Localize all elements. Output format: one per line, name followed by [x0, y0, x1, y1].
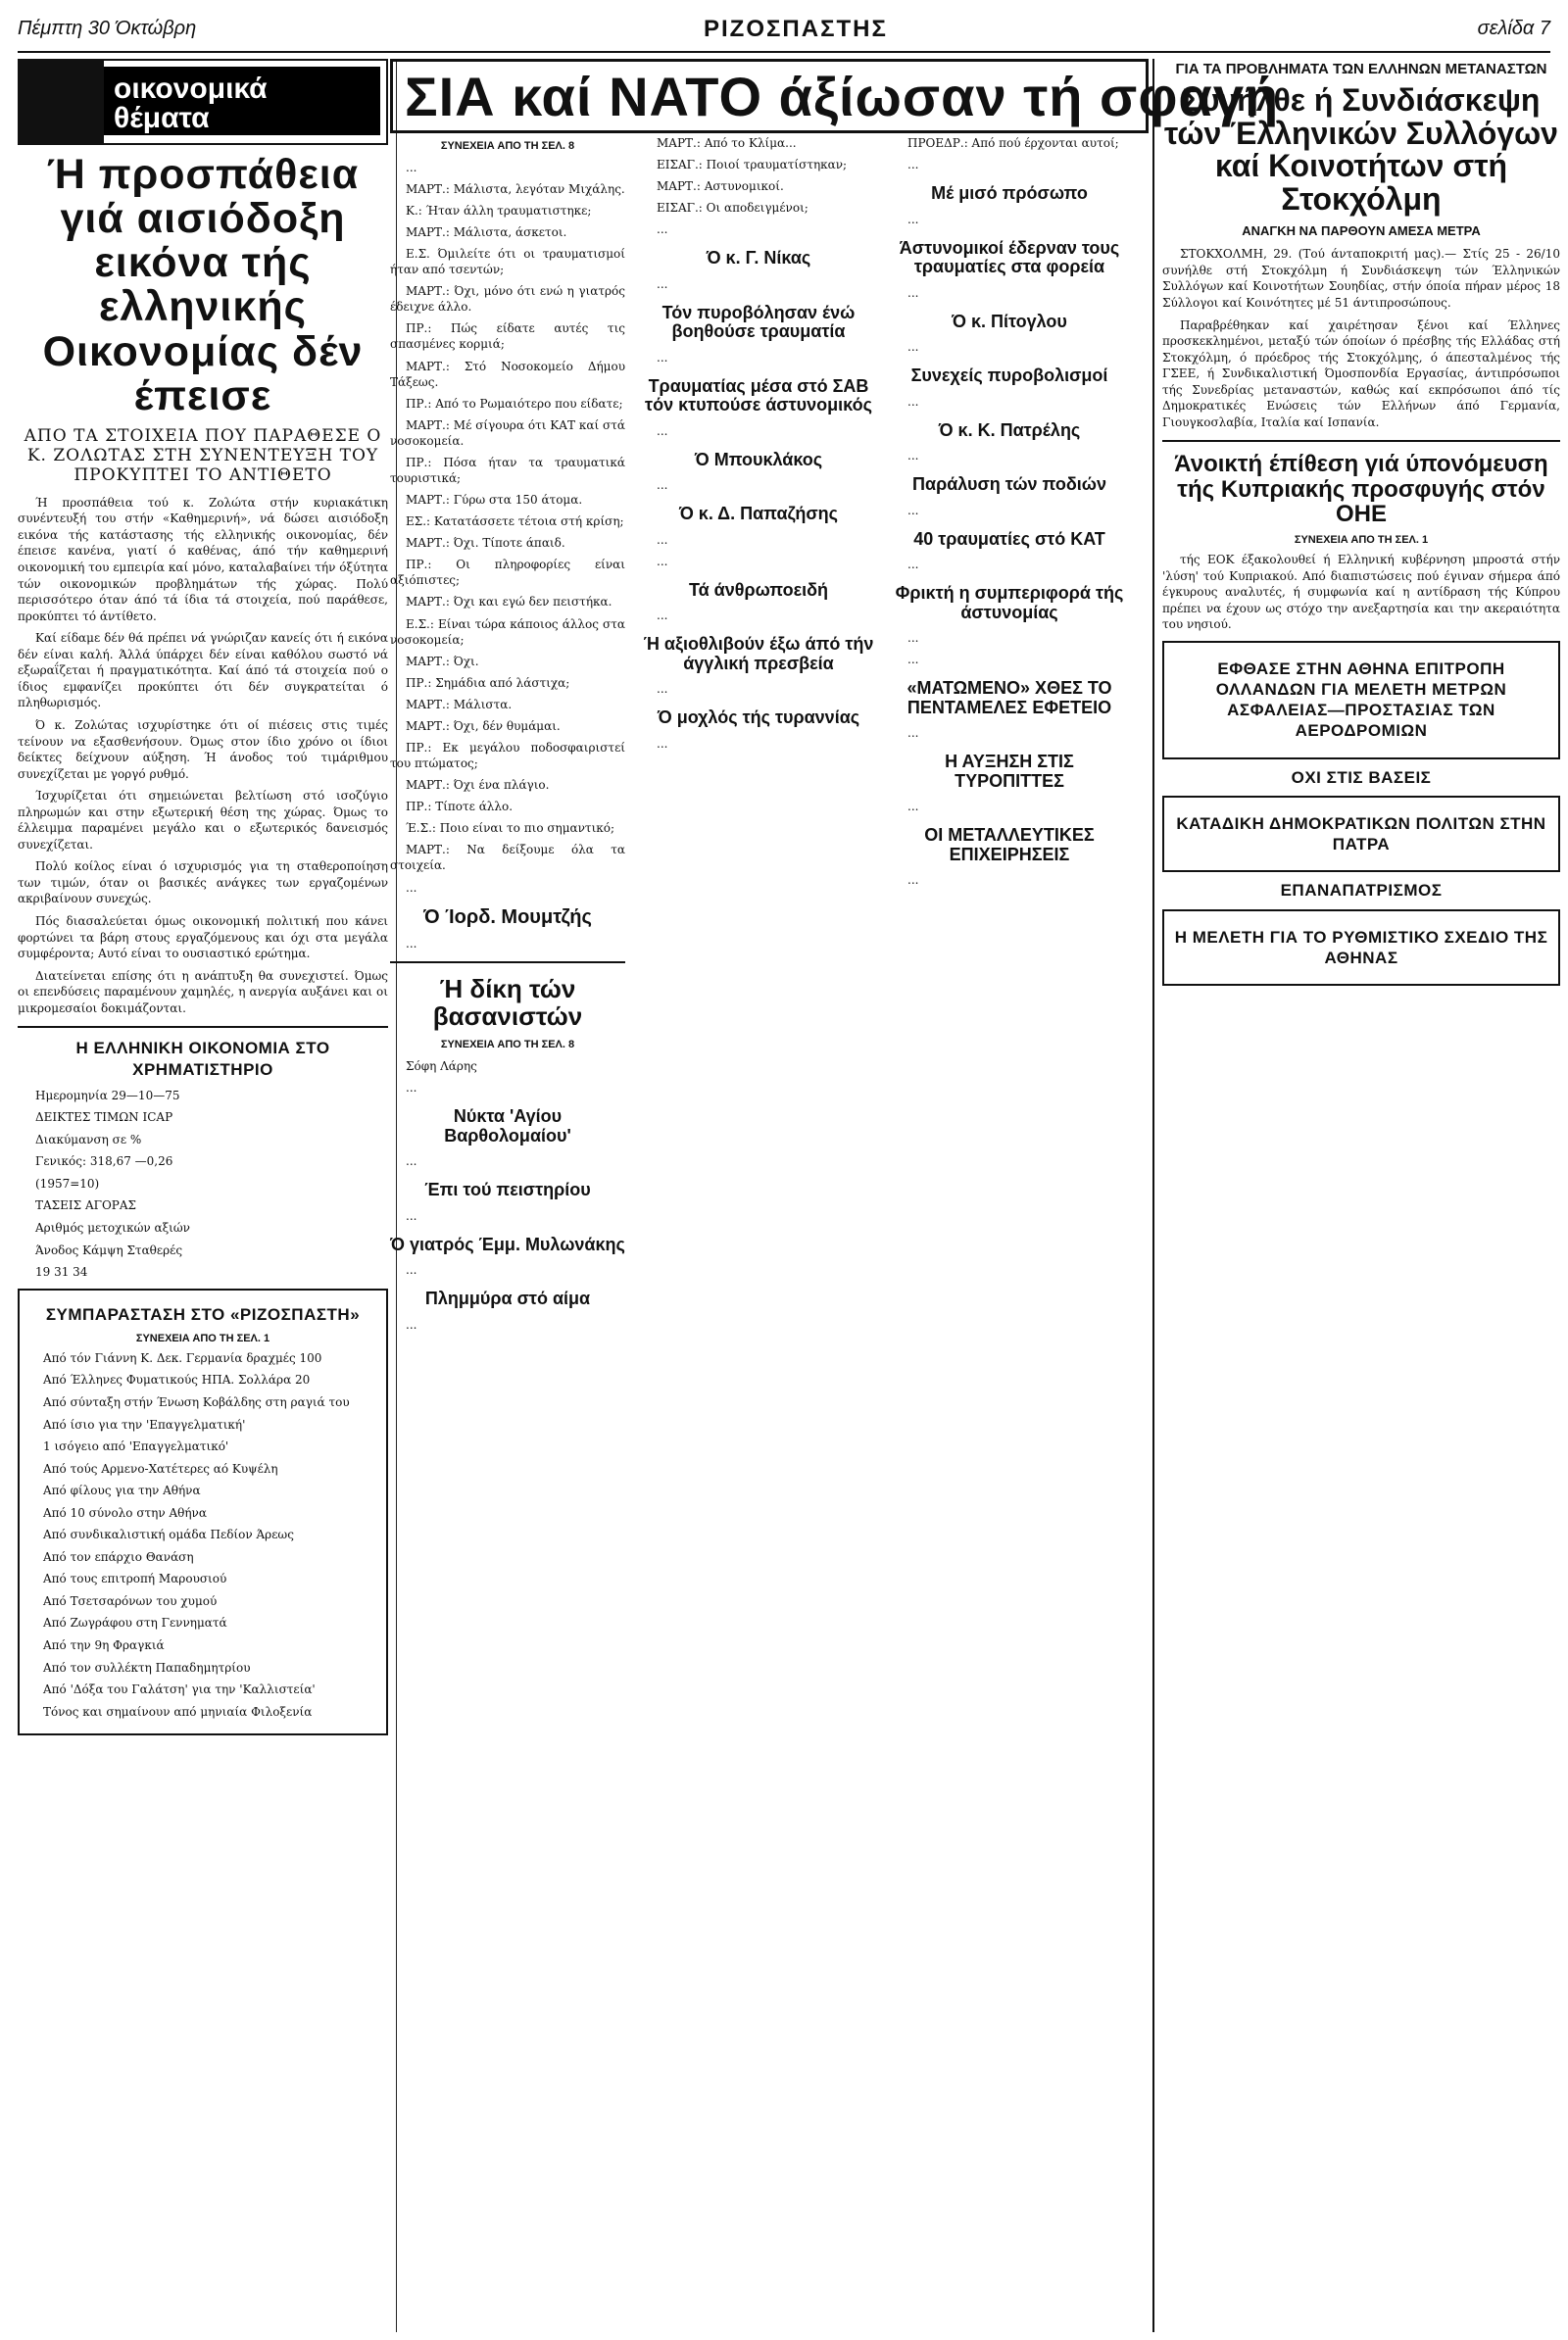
right-column — [1152, 59, 1560, 2332]
patras-inset — [1162, 796, 1560, 873]
bottom-continued: ΣΥΝΕΧΕΙΑ ΑΠΟ ΤΗ ΣΕΛ. 8 — [440, 1039, 575, 1051]
right-paragraph-2: Παραβρέθηκαν καί χαιρέτησαν ξένοι καί Έλληνες προσκεκλημένοι, μεταξύ τών όποίων ό πρέσβης τής Ελλάδας στή Στοκχόλμη, ό πρόεδρος τής Στοκχόλμης, ό άπεσταλμένος τής ΓΣΕΕ, ή Συνδικαλιστική Όμοσπονδία Εργασίας, άντιπρόσωποι τής Συνεδρίας μεταναστών, καθώς καί εκπρόσωποι άπό τίς Δημοκρατικές Ενώσεις τών Ελλήνων άπό Γερμανία, Γιουγκοσλαβία, Ιταλία καί Ισπανία. — [1162, 317, 1560, 429]
middle-col1-line-18: ΜΑΡΤ.: Όχι. — [406, 654, 479, 668]
middle-col3-line-4: ... — [907, 285, 919, 300]
bottom-col2-line-4: ... — [657, 736, 668, 751]
middle-col3-subhead-2: Άστυνομικοί έδερναν τους τραυματίες στα φορεία — [899, 237, 1120, 277]
bottom-col1-line-1: Σόφη Λάρης — [406, 1059, 477, 1074]
middle-col1-line-27: ... — [406, 880, 417, 895]
middle-col2-line-7: ... — [657, 350, 668, 365]
middle-col3-subhead-3: Ό κ. Πίτογλου — [952, 311, 1067, 331]
bottom-col2-line-3: ... — [657, 682, 668, 697]
exchange-line-2: Διακύμανση σε % — [35, 1132, 142, 1146]
middle-col1-line-20: ΜΑΡΤ.: Μάλιστα. — [406, 697, 513, 711]
middle-col2-line-2: ΕΙΣΑΓ.: Ποιοί τραυματίστηκαν; — [657, 158, 848, 172]
support-item-15: Από τον συλλέκτη Παπαδημητρίου — [43, 1660, 251, 1675]
middle-col1-continue: ΣΥΝΕΧΕΙΑ ΑΠΟ ΤΗ ΣΕΛ. 8 — [440, 140, 575, 152]
left-article-body — [18, 495, 388, 1016]
support-item-11: Από τους επιτροπή Μαρουσιού — [43, 1572, 227, 1586]
middle-col1-line-10: ΜΑΡΤ.: Μέ σίγουρα ότι ΚΑΤ καί στά νοσοκομεία. — [390, 417, 625, 448]
middle-column-1 — [390, 135, 625, 2320]
right-rule-1 — [1162, 440, 1560, 442]
middle-col3-line-8: ... — [907, 503, 919, 517]
support-item-5: 1 ισόγειο από 'Επαγγελματικό' — [43, 1439, 229, 1454]
main-headline-box — [390, 59, 1280, 133]
main-headline: ΣΙΑ καί ΝΑΤΟ άξίωσαν τή σφαγή — [405, 66, 1280, 127]
middle-col2-line-5: ... — [657, 222, 668, 237]
middle-col1-line-25: Έ.Σ.: Ποιο είναι το πιο σημαντικό; — [406, 821, 615, 836]
middle-col2-line-4: ΕΙΣΑΓ.: Οι αποδειγμένοι; — [657, 201, 808, 216]
middle-col2-line-6: ... — [657, 276, 668, 291]
middle-col1-line-11: ΠΡ.: Πόσα ήταν τα τραυματικά τουριστικά; — [390, 455, 625, 485]
middle-col3-line-7: ... — [907, 449, 919, 463]
bottom-col3-subhead-1: «ΜΑΤΩΜΕΝΟ» ΧΘΕΣ ΤΟ ΠΕΝΤΑΜΕΛΕΣ ΕΦΕΤΕΙΟ — [906, 678, 1112, 717]
bottom-col3-line-3: ... — [907, 800, 919, 814]
bottom-col3-subhead-3: ΟΙ ΜΕΤΑΛΛΕΥΤΙΚΕΣ ΕΠΙΧΕΙΡΗΣΕΙΣ — [924, 825, 1095, 864]
middle-col1-line-21: ΜΑΡΤ.: Όχι, δέν θυμάμαι. — [406, 718, 561, 733]
middle-col1-line-24: ΠΡ.: Τίποτε άλλο. — [406, 800, 514, 814]
support-item-14: Από την 9η Φραγκιά — [43, 1638, 165, 1653]
support-item-3: Από σύνταξη στήν Ένωση Κοβάλδης στη ραγιά του — [43, 1395, 350, 1410]
bottom-col3-line-4: ... — [907, 873, 919, 888]
bases-title: ΟΧΙ ΣΤΙΣ ΒΑΣΕΙΣ — [1291, 767, 1432, 787]
economic-topics-logo — [18, 59, 388, 145]
middle-col3-subhead-8: Φρικτή η συμπεριφορά τής άστυνομίας — [895, 583, 1124, 622]
bottom-col2-subhead-1: Τά άνθρωποειδή — [688, 579, 829, 600]
bottom-col1-subhead-4: Πλημμύρα στό αίμα — [424, 1289, 591, 1309]
left-paragraph-5: Πολύ κοίλος είναι ό ισχυρισμός για τη σταθεροποίηση των τιμών, όταν οι βασικές ανάγκες των εργαζομένων ακριβαίνουν συνεχώς. — [18, 859, 388, 906]
right-subtitle: ΑΝΑΓΚΗ ΝΑ ΠΑΡΘΟΥΝ ΑΜΕΣΑ ΜΕΤΡΑ — [1242, 223, 1481, 239]
support-item-12: Από Τσετσαρόνων του χυμού — [43, 1593, 218, 1608]
support-item-1: Από τόν Γιάννη Κ. Δεκ. Γερμανία δραχμές 100 — [43, 1350, 322, 1365]
right-second-body — [1162, 552, 1560, 633]
exchange-line-8: 19 31 34 — [35, 1265, 88, 1280]
bottom-col2-subhead-2: Ή αξιοθλιβούν έξω άπό τήν άγγλική πρεσβεία — [643, 634, 874, 673]
bottom-col1-line-2: ... — [406, 1081, 417, 1096]
left-rule-1 — [18, 1026, 388, 1028]
middle-col1-line-4: ΜΑΡΤ.: Μάλιστα, άσκετοι. — [406, 224, 567, 239]
support-item-8: Από 10 σύνολο στην Αθήνα — [43, 1505, 207, 1520]
middle-col3-subhead-1: Μέ μισό πρόσωπο — [931, 183, 1088, 204]
middle-article-columns — [390, 135, 1143, 2320]
bottom-headline: Ή δίκη τών βασανιστών — [432, 974, 583, 1032]
bottom-col1-line-3: ... — [406, 1154, 417, 1169]
middle-col1-line-13: ΕΣ.: Κατατάσσετε τέτοια στή κρίση; — [406, 514, 624, 529]
middle-col2-line-9: ... — [657, 478, 668, 493]
page-number: σελίδα 7 — [1477, 18, 1550, 39]
middle-col2-line-1: ΜΑΡΤ.: Από το Κλίμα... — [657, 136, 797, 150]
middle-column — [390, 59, 1280, 2332]
patras-inset-title: ΚΑΤΑΔΙΚΗ ΔΗΜΟΚΡΑΤΙΚΩΝ ΠΟΛΙΤΩΝ ΣΤΗΝ ΠΑΤΡΑ — [1176, 813, 1546, 854]
middle-col1-line-3: Κ.: Ήταν άλλη τραυματιστηκε; — [406, 203, 592, 218]
middle-col1-rule — [390, 961, 625, 963]
left-paragraph-1: Ή προσπάθεια τού κ. Ζολώτα στήν κυριακάτικη συνέντευξή του στήν «Καθημερινή», νά δώσει αισιόδοξη εικόνα τής κατάστασης τής ελληνικής οικονομίας, δέν έπεισε κανένα, γιατί ό καθένας, άπό τήν καθημερινή οικονομική του εμπειρία καί μόνο, καταλαβαίνει τήν όξύτητα τών οικονομικών προβλημάτων τής χώρας. Πολύ περισσότερο όταν άπό τά ίδια τά στοιχεία, πού παράθεσε, προκύπτει τό άντίθετο. — [18, 495, 388, 623]
middle-col1-line-14: ΜΑΡΤ.: Όχι. Τίποτε άπαιδ. — [406, 536, 565, 551]
support-list — [25, 1350, 380, 1720]
right-top-title: ΓΙΑ ΤΑ ΠΡΟΒΛΗΜΑΤΑ ΤΩΝ ΕΛΛΗΝΩΝ ΜΕΤΑΝΑΣΤΩΝ — [1175, 61, 1547, 77]
left-column — [18, 59, 397, 2332]
right-paragraph-1: ΣΤΟΚΧΟΛΜΗ, 29. (Τού άνταποκριτή μας).— Στίς 25 - 26/10 συνήλθε στή Στοκχόλμη ή Συνδιάσκεψη τών Έλληνικών Συλλόγων καί Κοινοτήτων Σουηδίας, στήν όποία πήραν μέρος 18 Σύλλογοι καί Κοινότητες μέ 51 άντιπροσώπους. — [1162, 247, 1560, 311]
support-title: ΣΥΜΠΑΡΑΣΤΑΣΗ ΣΤΟ «ΡΙΖΟΣΠΑΣΤΗ» — [45, 1304, 361, 1324]
logo-line-2: θέματα — [114, 102, 210, 134]
exchange-line-1: ΔΕΙΚΤΕΣ ΤΙΜΩΝ ICAP — [35, 1110, 173, 1125]
bottom-col2-line-2: ... — [657, 609, 668, 623]
bottom-col2-line-1: ... — [657, 554, 668, 568]
left-paragraph-2: Καί είδαμε δέν θά πρέπει νά γνώριζαν κανείς ότι ή εικόνα δέν είναι καλή. Άλλά ύπάρχει δέν είναι καθόλου σωστό νά εξωραΐζεται ή πραγματικότητα. Καί άπό τά στοιχεία πού ο ίδιος εμφανίζει προκύπτει ότι δέν συγκρατείται ό πληθωρισμός. — [18, 631, 388, 710]
exchange-line-4: (1957=10) — [35, 1176, 100, 1191]
support-item-17: Τόνος και σημαίνουν από μηνιαία Φιλοξενία — [43, 1704, 313, 1719]
support-item-9: Από συνδικαλιστική ομάδα Πεδίον Άρεως — [43, 1528, 294, 1542]
middle-col1-line-5: Ε.Σ. Όμιλείτε ότι οι τραυματισμοί ήταν από τσεντών; — [390, 247, 625, 277]
middle-col1-line-2: ΜΑΡΤ.: Μάλιστα, λεγόταν Μιχάλης. — [406, 181, 625, 196]
support-item-10: Από τον επάρχιο Θανάση — [43, 1549, 194, 1564]
middle-col2-line-10: ... — [657, 532, 668, 547]
middle-col3-subhead-5: Ό κ. Κ. Πατρέλης — [938, 419, 1081, 440]
middle-col2-subhead-4: Ό Μπουκλάκος — [694, 449, 823, 469]
right-second-title: Άνοικτή έπίθεση γιά ύπονόμευση τής Κυπριακής προσφυγής στόν ΟΗΕ — [1174, 451, 1548, 527]
left-paragraph-7: Διατείνεται επίσης ότι η ανάπτυξη θα συνεχιστεί. Όμως οι επενδύσεις παραμένουν χαμηλές, η ανεργία αυξάνει και οι μικρομεσαίοι δοκιμάζονται. — [18, 968, 388, 1015]
right-second-paragraph: τής ΕΟΚ έξακολουθεί ή Ελληνική κυβέρνηση μπροστά στήν 'λύση' τού Κυπριακού. Από διαπιστώσεις πού έγιναν σήμερα άπό έγκυρους αναλυτές, ή συμφωνία καί η αντίδραση τής Κύπρου πρέπει να έχουν ως στόχο την ανεξαρτησία και την ακεραιότητα του νησιού. — [1162, 552, 1560, 632]
middle-column-3 — [892, 135, 1127, 2320]
middle-col1-line-19: ΠΡ.: Σημάδια από λάστιχα; — [406, 675, 570, 690]
support-item-16: Από 'Δόξα του Γαλάτση' για την 'Καλλιστεία' — [43, 1682, 316, 1697]
masthead-bar — [18, 10, 1550, 53]
exchange-date: Ημερομηνία 29—10—75 — [35, 1088, 180, 1102]
exchange-box — [18, 1088, 388, 1281]
left-paragraph-6: Πός διασαλεύεται όμως οικονομική πολιτική που κάνει φορτώνει τα βάρη στους εργαζόμενους και όχι στα μεγάλα συμφέροντα; Αυτό είναι το ουσιαστικό ερώτημα. — [18, 913, 388, 961]
left-paragraph-3: Ό κ. Ζολώτας ισχυρίστηκε ότι οί πιέσεις στις τιμές τείνουν να εξασθενήσουν. Όμως στον ίδιο χρόνο οι ίδιοι δείκτες δείχνουν αύξηση. Ή άνοδος τού τιμάριθμου συνεχίζεται με γοργό ρυθμό. — [18, 717, 388, 781]
middle-col2-line-8: ... — [657, 423, 668, 438]
athens-inset — [1162, 641, 1560, 759]
middle-col1-line-16: ΜΑΡΤ.: Όχι και εγώ δεν πειστήκα. — [406, 595, 612, 609]
bottom-col1-line-4: ... — [406, 1208, 417, 1223]
middle-col1-line-1: ... — [406, 160, 417, 174]
middle-col3-line-6: ... — [907, 394, 919, 409]
repatriation-title: ΕΠΑΝΑΠΑΤΡΙΣΜΟΣ — [1280, 881, 1443, 901]
middle-col3-line-5: ... — [907, 340, 919, 355]
middle-col3-line-10: ... — [907, 631, 919, 646]
middle-col1-line-9: ΠΡ.: Από το Ρωμαιότερο που είδατε; — [406, 396, 623, 411]
middle-col3-subhead-4: Συνεχείς πυροβολισμοί — [910, 366, 1108, 386]
middle-col1-line-28: ... — [406, 937, 417, 951]
logo-text-box — [104, 67, 380, 135]
newspaper-title: ΡΙΖΟΣΠΑΣΤΗΣ — [704, 16, 888, 42]
middle-col3-line-2: ... — [907, 158, 919, 172]
logo-dark-block — [20, 61, 104, 143]
support-item-7: Από φίλους για την Αθήνα — [43, 1484, 201, 1498]
middle-col2-line-3: ΜΑΡΤ.: Αστυνομικοί. — [657, 179, 784, 194]
middle-col1-line-6: ΜΑΡΤ.: Όχι, μόνο ότι ενώ η γιατρός έδειχνε άλλο. — [390, 284, 625, 315]
middle-col1-line-23: ΜΑΡΤ.: Όχι ένα πλάγιο. — [406, 778, 550, 793]
middle-col1-line-7: ΠΡ.: Πώς είδατε αυτές τις σπασμένες κορμιά; — [390, 321, 625, 352]
middle-col1-line-8: ΜΑΡΤ.: Στό Νοσοκομείο Δήμου Τάξεως. — [390, 359, 625, 389]
bottom-col1-subhead-1: Νύκτα 'Αγίου Βαρθολομαίου' — [444, 1106, 571, 1146]
middle-col1-subhead: Ό Ίορδ. Μουμτζής — [423, 905, 592, 928]
exchange-line-3: Γενικός: 318,67 —0,26 — [35, 1154, 173, 1169]
middle-col1-line-26: ΜΑΡΤ.: Να δείξουμε όλα τα στοιχεία. — [390, 843, 625, 873]
middle-col3-line-1: ΠΡΟΕΔΡ.: Από πού έρχονται αυτοί; — [907, 136, 1119, 150]
middle-col3-line-9: ... — [907, 558, 919, 572]
right-article-body — [1162, 246, 1560, 430]
support-item-2: Από Έλληνες Φυματικούς ΗΠΑ. Σολλάρα 20 — [43, 1373, 311, 1388]
bottom-col1-subhead-2: Έπι τού πειστηρίου — [424, 1180, 591, 1200]
exchange-line-5: ΤΑΣΕΙΣ ΑΓΟΡΑΣ — [35, 1198, 137, 1213]
exchange-title: Η ΕΛΛΗΝΙΚΗ ΟΙΚΟΝΟΜΙΑ ΣΤΟ ΧΡΗΜΑΤΙΣΤΗΡΙΟ — [75, 1039, 330, 1079]
athens-inset-title: ΕΦΘΑΣΕ ΣΤΗΝ ΑΘΗΝΑ ΕΠΙΤΡΟΠΗ ΟΛΛΑΝΔΩΝ ΓΙΑ ΜΕΛΕΤΗ ΜΕΤΡΩΝ ΑΣΦΑΛΕΙΑΣ—ΠΡΟΣΤΑΣΙΑΣ ΤΩΝ ΑΕΡΟΔΡΟΜΙΩΝ — [1215, 658, 1507, 741]
exchange-line-7: Άνοδος Κάμψη Σταθερές — [35, 1243, 183, 1257]
middle-col3-subhead-7: 40 τραυματίες στό ΚΑΤ — [913, 528, 1105, 549]
bottom-col1-line-5: ... — [406, 1263, 417, 1278]
support-subtitle: ΣΥΝΕΧΕΙΑ ΑΠΟ ΤΗ ΣΕΛ. 1 — [135, 1332, 270, 1344]
support-item-6: Από τούς Αρμενο-Χατέτερες αό Κυψέλη — [43, 1461, 278, 1476]
bottom-col2-subhead-3: Ό μοχλός τής τυραννίας — [657, 707, 860, 728]
left-subheadline: ΑΠΟ ΤΑ ΣΤΟΙΧΕΙΑ ΠΟΥ ΠΑΡΑΘΕΣΕ Ο Κ. ΖΟΛΩΤΑΣ ΣΤΗ ΣΥΝΕΝΤΕΥΞΗ ΤΟΥ ΠΡΟΚΥΠΤΕΙ ΤΟ ΑΝΤΙΘΕΤΟ — [24, 425, 382, 485]
middle-col2-subhead-3: Τραυματίας μέσα στό ΣΑΒ τόν κτυπούσε άστυνομικός — [645, 375, 872, 415]
athens-plan-title: Η ΜΕΛΕΤΗ ΓΙΑ ΤΟ ΡΥΘΜΙΣΤΙΚΟ ΣΧΕΔΙΟ ΤΗΣ ΑΘΗΝΑΣ — [1174, 927, 1548, 967]
athens-plan-inset — [1162, 909, 1560, 987]
middle-col1-line-22: ΠΡ.: Εκ μεγάλου ποδοσφαιριστεί του πτώματος; — [390, 741, 625, 771]
middle-column-2 — [641, 135, 876, 2320]
support-item-13: Από Ζωγράφου στη Γεννηματά — [43, 1616, 227, 1631]
middle-col3-subhead-6: Παράλυση τών ποδιών — [912, 474, 1106, 495]
bottom-col3-line-2: ... — [907, 726, 919, 741]
middle-col2-subhead-1: Ό κ. Γ. Νίκας — [706, 248, 811, 268]
middle-col3-line-3: ... — [907, 212, 919, 226]
support-box — [18, 1289, 388, 1736]
bottom-col1-subhead-3: Ό γιατρός Έμμ. Μυλωνάκης — [390, 1234, 625, 1254]
bottom-col3-subhead-2: Η ΑΥΞΗΣΗ ΣΤΙΣ ΤΥΡΟΠΙΤΤΕΣ — [945, 752, 1074, 791]
right-second-subtitle: ΣΥΝΕΧΕΙΑ ΑΠΟ ΤΗ ΣΕΛ. 1 — [1294, 533, 1429, 546]
middle-col1-line-15: ΠΡ.: Οι πληροφορίες είναι αξιόπιστες; — [390, 558, 625, 588]
logo-line-1: οικονομικά — [114, 73, 268, 105]
support-item-4: Από ίσιο για την 'Επαγγελματική' — [43, 1417, 246, 1432]
left-paragraph-4: Ίσχυρίζεται ότι σημειώνεται βελτίωση στό ισοζύγιο πληρωμών και στην εξωτερική θέση της χώρας. Όμως το έλλειμμα παραμένει μεγάλο και ο εξωτερικός δανεισμός συνεχίζεται. — [18, 789, 388, 852]
bottom-col3-line-1: ... — [907, 653, 919, 667]
middle-col1-line-17: Ε.Σ.: Είναι τώρα κάποιος άλλος στα νοσοκομεία; — [390, 616, 625, 647]
exchange-line-6: Αριθμός μετοχικών αξιών — [35, 1221, 190, 1236]
bottom-col1-line-6: ... — [406, 1317, 417, 1332]
middle-col1-line-12: ΜΑΡΤ.: Γύρω στα 150 άτομα. — [406, 493, 583, 508]
right-main-title: Συνήλθε ή Συνδιάσκεψη τών Έλληνικών Συλλόγων καί Κοινοτήτων στή Στοκχόλμη — [1164, 82, 1558, 217]
middle-col2-subhead-2: Τόν πυροβόλησαν ένώ βοηθούσε τραυματία — [662, 302, 856, 342]
left-main-headline: Ή προσπάθεια γιά αισιόδοξη εικόνα τής ελληνικής Οικονομίας δέν έπεισε — [42, 151, 364, 419]
middle-col2-subhead-5: Ό κ. Δ. Παπαζήσης — [678, 504, 839, 524]
issue-date: Πέμπτη 30 Όκτώβρη — [18, 18, 197, 39]
